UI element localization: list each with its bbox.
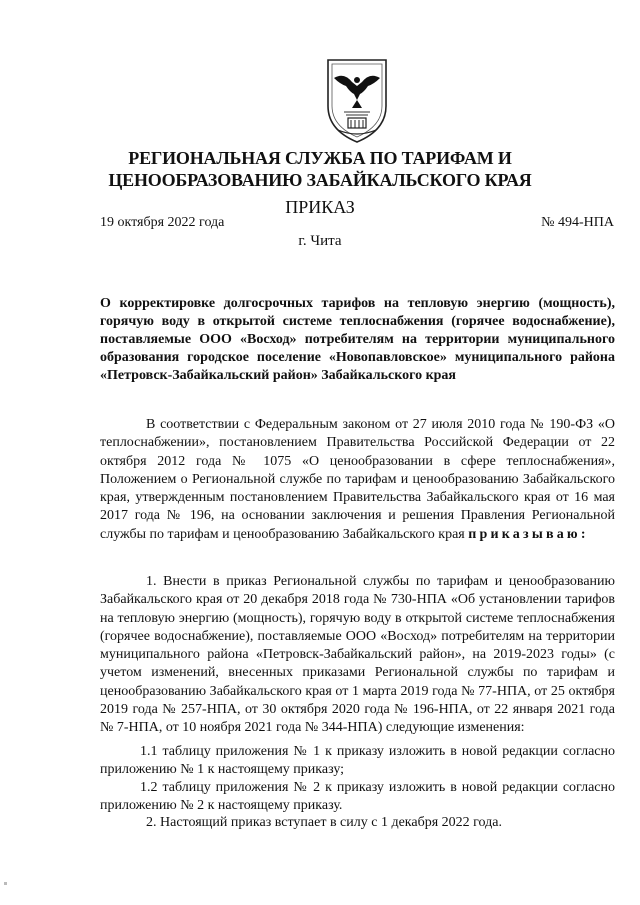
preamble-paragraph [100, 416, 615, 544]
coat-of-arms-icon [324, 56, 390, 144]
item-1-1-paragraph: 1.1 таблицу приложения № 1 к приказу изложить в новой редакции согласно приложению № 1 к настоящему приказу; [100, 744, 615, 778]
preamble-text: В соответствии с Федеральным законом от 27 июля 2010 года № 190-ФЗ «О теплоснабжении», постановлением Правительства Российской Федерации от 22 октября 2012 года № 1075 «О ценообразовании в сфере теплоснабжения», Положением о Региональной службе по тарифам и ценообразованию Забайкальского края, утвержденным постановлением Правительства Забайкальского края от 16 мая 2017 года № 196, на основании заключения и решения Правления Региональной службы по тарифам и ценообразованию Забайкальского края [100, 417, 615, 542]
document-type: ПРИКАЗ [285, 197, 355, 217]
organization-name [0, 147, 640, 191]
organization-name-line2: ЦЕНООБРАЗОВАНИЮ ЗАБАЙКАЛЬСКОГО КРАЯ [108, 170, 532, 190]
organization-name-line1: РЕГИОНАЛЬНАЯ СЛУЖБА ПО ТАРИФАМ И [128, 148, 512, 168]
scan-speck [4, 882, 7, 885]
document-city: г. Чита [298, 233, 342, 249]
item-1-2-paragraph: 1.2 таблицу приложения № 2 к приказу изложить в новой редакции согласно приложению № 2 к настоящему приказу. [100, 780, 615, 814]
item-1-paragraph: 1. Внести в приказ Региональной службы по тарифам и ценообразованию Забайкальского края от 20 декабря 2018 года № 730-НПА «Об установлении тарифов на тепловую энергию (мощность), горячую воду в открытой системе теплоснабжения (горячее водоснабжение), поставляемые ООО «Восход» потребителям на территории муниципального района «Петровск-Забайкальский район», на 2019-2023 годы» (с учетом изменений, внесенных приказами Региональной службы по тарифам и ценообразованию Забайкальского края от 1 марта 2019 года № 77-НПА, от 25 октября 2019 года № 257-НПА, от 30 октября 2020 года № 196-НПА, от 22 января 2021 года № 7-НПА, от 10 ноября 2021 года № 344-НПА) следующие изменения: [100, 574, 615, 736]
item-2-paragraph: 2. Настоящий приказ вступает в силу с 1 декабря 2022 года. [146, 815, 502, 830]
document-number: № 494-НПА [541, 215, 614, 230]
order-verb: приказываю: [468, 526, 589, 542]
document-date: 19 октября 2022 года [100, 215, 225, 230]
document-subject: О корректировке долгосрочных тарифов на тепловую энергию (мощность), горячую воду в открытой системе теплоснабжения (горячее водоснабжение), поставляемые ООО «Восход» потребителям на территории муниципального образования городское поселение «Новопавловское» муниципального района «Петровск-Забайкальский район» Забайкальского края [100, 296, 615, 383]
